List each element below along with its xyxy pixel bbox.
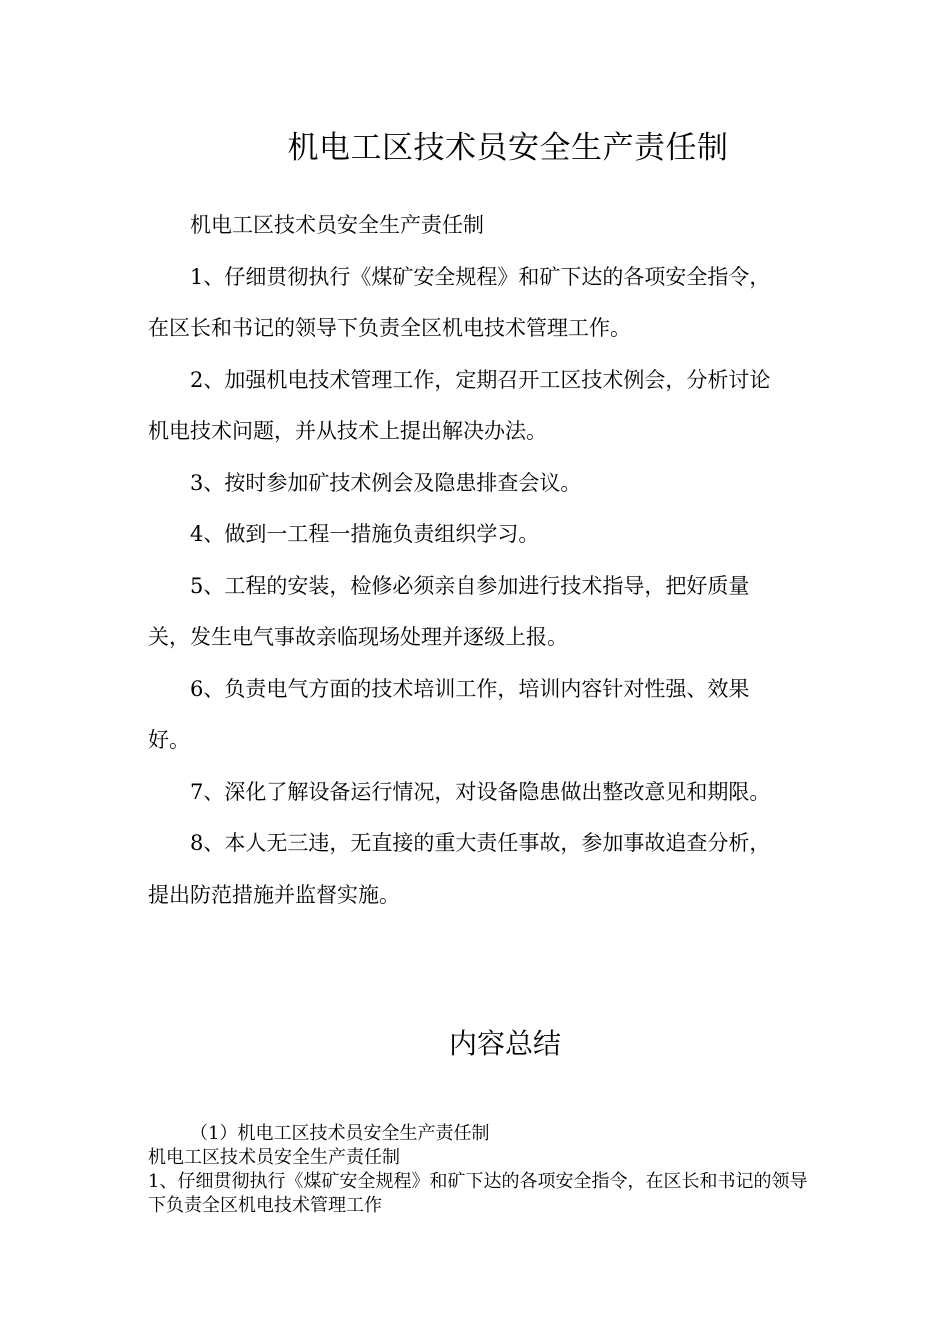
- body-paragraph: 1、仔细贯彻执行《煤矿安全规程》和矿下达的各项安全指令，在区长和书记的领导下负责全区机电技术管理工作。: [148, 264, 771, 340]
- summary-line: 机电工区技术员安全生产责任制: [148, 1147, 400, 1168]
- summary-line: （1）机电工区技术员安全生产责任制: [190, 1123, 490, 1144]
- body-paragraph: 3、按时参加矿技术例会及隐患排查会议。: [190, 470, 582, 495]
- body-paragraph: 8、本人无三违，无直接的重大责任事故，参加事故追查分析，提出防范措施并监督实施。: [148, 831, 771, 907]
- body-paragraph: 4、做到一工程一措施负责组织学习。: [190, 522, 540, 546]
- summary-heading: 内容总结: [448, 1027, 561, 1060]
- body-paragraph: 2、加强机电技术管理工作，定期召开工区技术例会，分析讨论机电技术问题，并从技术上提出解决办法。: [148, 367, 771, 443]
- document-body: [148, 200, 788, 921]
- body-paragraph: 机电工区技术员安全生产责任制: [190, 213, 484, 237]
- body-paragraph: 5、工程的安装，检修必须亲自参加进行技术指导，把好质量关，发生电气事故亲临现场处理并逐级上报。: [148, 573, 750, 649]
- body-paragraph: 6、负责电气方面的技术培训工作，培训内容针对性强、效果好。: [148, 676, 750, 752]
- summary-section: [148, 1122, 808, 1218]
- document-title: 机电工区技术员安全生产责任制: [287, 130, 729, 166]
- summary-line: 1、仔细贯彻执行《煤矿安全规程》和矿下达的各项安全指令，在区长和书记的领导下负责全区机电技术管理工作: [148, 1171, 808, 1216]
- body-paragraph: 7、深化了解设备运行情况，对设备隐患做出整改意见和期限。: [190, 779, 771, 804]
